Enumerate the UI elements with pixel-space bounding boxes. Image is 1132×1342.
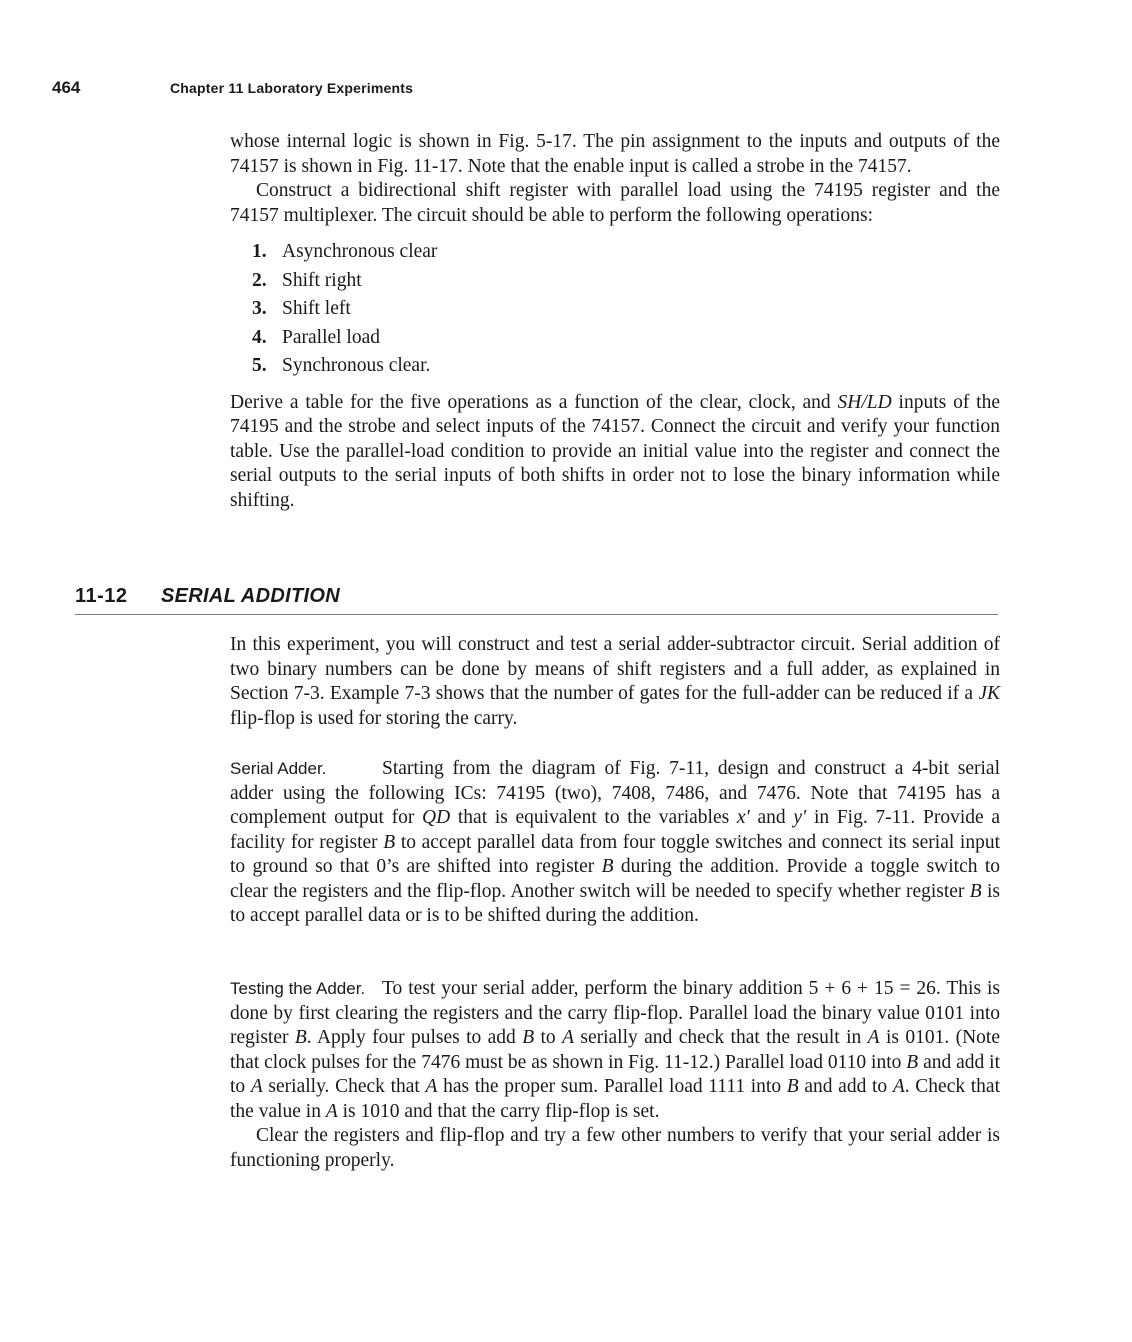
running-head bbox=[52, 78, 413, 98]
text-run: and add to bbox=[798, 1076, 893, 1097]
intro-paragraph-3 bbox=[230, 391, 1000, 514]
register-b: B bbox=[601, 856, 614, 877]
list-item bbox=[252, 267, 1000, 296]
text-run: has the proper sum. Parallel load 1111 into bbox=[437, 1076, 787, 1097]
list-text: Shift left bbox=[282, 298, 351, 319]
testing-block bbox=[230, 977, 1000, 1173]
register-a: A bbox=[250, 1076, 263, 1097]
text-run: is 1010 and that the carry flip-flop is set. bbox=[337, 1100, 660, 1122]
section-heading bbox=[75, 585, 998, 615]
text-run: and bbox=[749, 807, 794, 828]
register-a: A bbox=[562, 1027, 574, 1048]
register-b: B bbox=[969, 880, 982, 902]
intro-paragraph-1: whose internal logic is shown in Fig. 5-17. The pin assignment to the inputs and outputs of the 74157 is shown in Fig. 11-17. Note that the enable input is called a strobe in the 74157. bbox=[230, 131, 1000, 177]
list-number: 4. bbox=[252, 326, 267, 348]
list-text: Shift right bbox=[282, 269, 362, 291]
text-run: . Apply four pulses to add bbox=[306, 1027, 523, 1048]
register-b: B bbox=[383, 831, 396, 853]
register-a: A bbox=[892, 1076, 905, 1097]
operations-list bbox=[230, 238, 1000, 381]
register-b: B bbox=[522, 1027, 535, 1048]
list-text: Asynchronous clear bbox=[282, 241, 438, 262]
text-run: In this experiment, you will construct and test a serial adder-subtractor circuit. Serial addition of two binary numbers can be done by means of shift registers and a full adder, as explained in Section 7-3. Example 7-3 shows that the number of gates for the full-adder can be reduced if a bbox=[230, 634, 1000, 704]
list-item bbox=[252, 352, 1000, 381]
text-run: during the addition. Provide a toggle switch to clear the registers and the flip-flop. Another switch will be needed to specify whether register bbox=[230, 856, 1001, 902]
list-number: 2. bbox=[252, 269, 267, 291]
intro-paragraph-2: Construct a bidirectional shift register with parallel load using the 74195 register and the 74157 multiplexer. The circuit should be able to perform the following operations: bbox=[230, 180, 1000, 226]
register-a: A bbox=[425, 1076, 438, 1097]
text-run: flip-flop is used for storing the carry. bbox=[230, 707, 518, 729]
text-run: is 0101. (Note that clock pulses for the 7476 must be as shown in Fig. 11-12.) Parallel load 0110 into bbox=[230, 1027, 1000, 1073]
text-run: that is equivalent to the variables bbox=[450, 807, 737, 828]
text-run: . Check that the value in bbox=[230, 1076, 1001, 1122]
page-number: 464 bbox=[52, 78, 81, 97]
serial-adder-block bbox=[230, 757, 1000, 929]
jk-term: JK bbox=[978, 683, 1000, 704]
register-b: B bbox=[294, 1027, 307, 1048]
list-text: Parallel load bbox=[282, 326, 381, 348]
testing-heading: Testing the Adder. bbox=[230, 979, 366, 998]
text-run: to accept parallel data from four toggle switches and connect its serial input to ground so that 0’s are shifted into register bbox=[230, 831, 1000, 877]
section-paragraph-1 bbox=[230, 633, 1000, 731]
text-run: Derive a table for the five operations as a function of the clear, clock, and bbox=[230, 391, 838, 413]
list-item bbox=[252, 324, 1000, 353]
intro-block bbox=[230, 130, 1000, 513]
list-item bbox=[252, 295, 1000, 324]
chapter-heading: Chapter 11 Laboratory Experiments bbox=[170, 80, 414, 96]
x-variable: x′ bbox=[736, 807, 750, 828]
register-a: A bbox=[867, 1027, 880, 1048]
text-run: inputs of the 74195 and the strobe and select inputs of the 74157. Connect the circuit and verify your function table. Use the parallel-load condition to provide an initial value into the register and connect the serial outputs to the serial inputs of both shifts in order not to lose the binary information while shifting. bbox=[230, 391, 1000, 511]
shld-signal: SH/LD bbox=[837, 391, 892, 413]
text-run: serially. Check that bbox=[262, 1076, 426, 1097]
list-number: 1. bbox=[252, 241, 267, 262]
list-text: Synchronous clear. bbox=[282, 355, 431, 376]
serial-adder-paragraph bbox=[230, 757, 1000, 929]
serial-adder-heading: Serial Adder. bbox=[230, 759, 327, 778]
list-number: 5. bbox=[252, 355, 267, 376]
text-run: To test your serial adder, perform the binary addition 5 + 6 + 15 = 26. This is done by first clearing the registers and the carry flip-flop. Parallel load the binary value 0101 into register bbox=[230, 978, 1000, 1048]
register-a: A bbox=[325, 1100, 338, 1122]
testing-paragraph-2: Clear the registers and flip-flop and try a few other numbers to verify that your serial adder is functioning properly. bbox=[230, 1125, 1000, 1171]
register-b: B bbox=[906, 1051, 919, 1073]
text-run: is to accept parallel data or is to be shifted during the addition. bbox=[230, 880, 1000, 926]
list-item bbox=[252, 238, 1000, 267]
qd-term: QD bbox=[422, 807, 451, 828]
text-run: in Fig. 7-11. Provide a facility for register bbox=[230, 807, 1000, 853]
testing-paragraph-1 bbox=[230, 977, 1000, 1124]
list-number: 3. bbox=[252, 298, 267, 319]
text-run: Starting from the diagram of Fig. 7-11, design and construct a 4-bit serial adder using the following ICs: 74195 (two), 7408, 7486, and 7476. Note that 74195 has a complement output for bbox=[230, 758, 1000, 828]
text-run: to bbox=[534, 1027, 563, 1048]
y-variable: y′ bbox=[793, 807, 807, 828]
text-run: serially and check that the result in bbox=[573, 1027, 868, 1048]
section-intro bbox=[230, 633, 1000, 731]
section-title: SERIAL ADDITION bbox=[161, 585, 340, 607]
text-run: and add it to bbox=[230, 1051, 1000, 1097]
section-number: 11-12 bbox=[75, 585, 128, 607]
register-b: B bbox=[786, 1076, 799, 1097]
